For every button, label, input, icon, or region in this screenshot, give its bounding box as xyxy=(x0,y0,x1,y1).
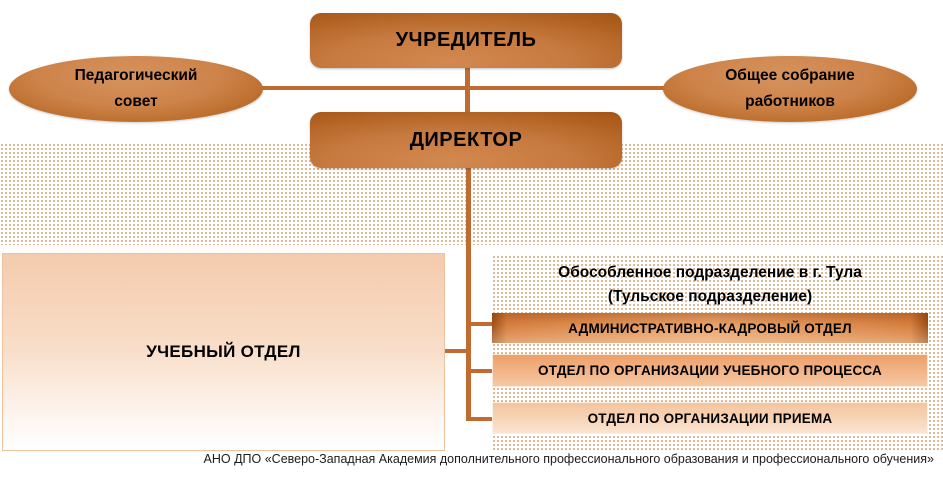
education-department-node xyxy=(2,253,445,451)
footer-caption: АНО ДПО «Северо-Западная Академия дополнительного профессионального образования и профессионального обучения» xyxy=(203,452,934,466)
pedagogical-council-line2: совет xyxy=(114,93,158,110)
connector-director-trunk xyxy=(466,168,471,421)
tula-division-panel xyxy=(492,255,943,452)
pedagogical-council-line1: Педагогический xyxy=(74,67,198,84)
department-bar-admin-hr xyxy=(492,313,928,343)
tula-division-title-line1: Обособленное подразделение в г. Тула xyxy=(558,264,862,281)
department-bar-label: ОТДЕЛ ПО ОРГАНИЗАЦИИ ПРИЕМА xyxy=(587,410,833,426)
workers-assembly-line2: работников xyxy=(745,93,835,110)
founder-node xyxy=(310,13,622,68)
director-node xyxy=(310,112,622,168)
department-bar-admission xyxy=(492,402,928,434)
tula-division-title xyxy=(492,255,928,309)
connector-stub-dept-3 xyxy=(471,417,493,421)
workers-assembly-node xyxy=(663,56,917,122)
department-bar-label: ОТДЕЛ ПО ОРГАНИЗАЦИИ УЧЕБНОГО ПРОЦЕССА xyxy=(538,363,882,378)
workers-assembly-line1: Общее собрание xyxy=(725,67,855,84)
tula-division-title-line2: (Тульское подразделение) xyxy=(607,288,813,305)
connector-stub-dept-2 xyxy=(471,369,493,373)
department-bar-label: АДМИНИСТРАТИВНО-КАДРОВЫЙ ОТДЕЛ xyxy=(568,320,852,336)
education-department-label: УЧЕБНЫЙ ОТДЕЛ xyxy=(146,342,301,361)
director-label: ДИРЕКТОР xyxy=(409,128,523,151)
founder-label: УЧРЕДИТЕЛЬ xyxy=(395,29,537,51)
pedagogical-council-node xyxy=(9,56,263,122)
connector-founder-director xyxy=(465,66,470,114)
department-bar-process xyxy=(492,354,928,387)
connector-councils-horizontal xyxy=(257,86,669,90)
connector-stub-dept-1 xyxy=(471,322,493,326)
